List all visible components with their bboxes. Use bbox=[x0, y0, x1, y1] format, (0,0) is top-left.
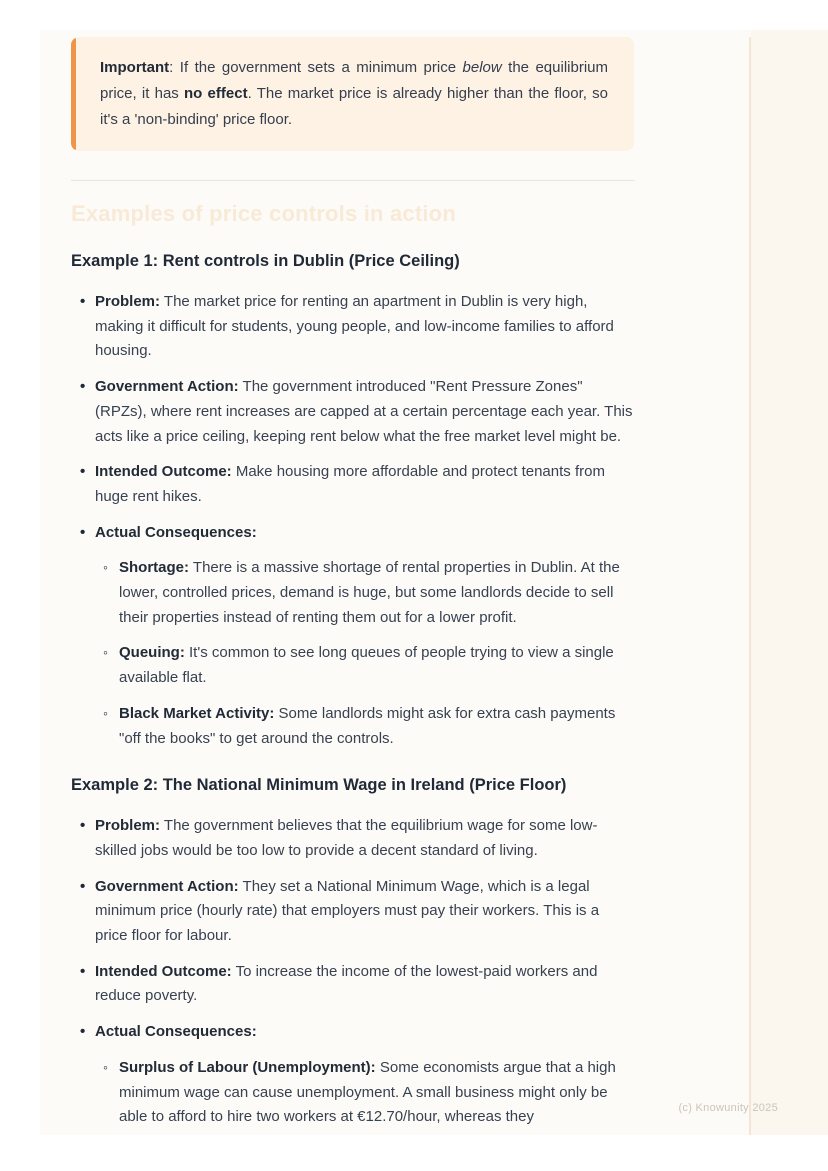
bullet-item-government-action bbox=[71, 875, 635, 949]
bullet-text: Make housing more affordable and protect tenants from huge rent hikes. bbox=[95, 463, 605, 505]
section-divider bbox=[71, 180, 635, 181]
bullet-label: Intended Outcome: bbox=[95, 463, 232, 481]
sub-bullet-text: It's common to see long queues of people trying to view a single available flat. bbox=[119, 644, 614, 687]
bullet-text: To increase the income of the lowest-paid workers and reduce poverty. bbox=[95, 962, 598, 1005]
callout-segment: . The market price is already higher than the floor, so it's a 'non-binding' price floor. bbox=[100, 85, 608, 128]
bullet-text: The government believes that the equilibrium wage for some low-skilled jobs would be too low to provide a decent standard of living. bbox=[95, 817, 598, 859]
bullet-label: Government Action: bbox=[95, 378, 239, 396]
example-1-heading: Example 1: Rent controls in Dublin (Price Ceiling) bbox=[71, 252, 460, 270]
bullet-item-problem bbox=[71, 290, 635, 364]
bullet-label: Actual Consequences: bbox=[95, 1023, 257, 1041]
bullet-item-problem bbox=[71, 814, 635, 863]
sub-bullet-label: Black Market Activity: bbox=[119, 704, 275, 722]
callout-accent-bar bbox=[71, 37, 76, 151]
example-1-list bbox=[71, 290, 635, 751]
callout-segment: the equilibrium price, it has bbox=[100, 59, 608, 102]
bullet-label: Actual Consequences: bbox=[95, 523, 257, 541]
sub-bullet-item-black-market bbox=[95, 702, 635, 751]
bullet-item-intended-outcome bbox=[71, 460, 635, 509]
sub-bullet-label: Surplus of Labour (Unemployment): bbox=[119, 1058, 376, 1076]
bullet-text: The market price for renting an apartment in Dublin is very high, making it difficult for students, young people, and low-income families to afford housing. bbox=[95, 293, 614, 360]
sub-bullet-item-surplus-of-labour bbox=[95, 1056, 635, 1130]
page-fold-line bbox=[749, 37, 751, 1135]
callout-text bbox=[100, 55, 608, 133]
bullet-text: They set a National Minimum Wage, which is a legal minimum price (hourly rate) that employers must pay their workers. This is a price floor for labour. bbox=[95, 877, 600, 945]
bullet-item-actual-consequences bbox=[71, 521, 635, 752]
example-2-list bbox=[71, 814, 635, 1130]
sub-bullet-label: Shortage: bbox=[119, 559, 190, 577]
bullet-label: Problem: bbox=[95, 293, 161, 310]
callout-segment: : If the government sets a minimum price bbox=[169, 59, 463, 76]
consequences-sublist bbox=[95, 556, 635, 751]
page-content bbox=[71, 37, 635, 1135]
copyright-watermark: (c) Knowunity 2025 bbox=[678, 1102, 778, 1114]
sub-bullet-item-queuing bbox=[95, 641, 635, 690]
consequences-sublist bbox=[95, 1056, 635, 1130]
notes-page bbox=[40, 30, 828, 1135]
bullet-label: Government Action: bbox=[95, 877, 239, 895]
bullet-item-government-action bbox=[71, 375, 635, 449]
sub-bullet-text: Some landlords might ask for extra cash payments "off the books" to get around the controls. bbox=[119, 704, 616, 747]
callout-label: Important bbox=[100, 59, 170, 76]
bullet-label: Intended Outcome: bbox=[95, 962, 232, 980]
sub-bullet-item-shortage bbox=[95, 556, 635, 630]
sub-bullet-text: Some economists argue that a high minimum wage can cause unemployment. A small business might only be able to afford to hire two workers at €12.70/hour, whereas they bbox=[119, 1058, 616, 1126]
example-2-heading: Example 2: The National Minimum Wage in Ireland (Price Floor) bbox=[71, 776, 567, 795]
sub-bullet-label: Queuing: bbox=[119, 644, 185, 662]
section-heading: Examples of price controls in action bbox=[71, 201, 456, 226]
sub-bullet-text: There is a massive shortage of rental properties in Dublin. At the lower, controlled prices, demand is huge, but some landlords decide to sell their properties instead of renting them out for a lower profit. bbox=[119, 559, 620, 626]
bullet-text: The government introduced "Rent Pressure Zones" (RPZs), where rent increases are capped at a certain percentage each year. This acts like a price ceiling, keeping rent below what the free market level might be. bbox=[95, 378, 633, 445]
bullet-label: Problem: bbox=[95, 817, 161, 835]
callout-bold-phrase: no effect bbox=[184, 85, 248, 102]
bullet-item-actual-consequences bbox=[71, 1020, 635, 1130]
page-right-margin bbox=[751, 30, 828, 1135]
important-callout bbox=[71, 37, 634, 151]
bullet-item-intended-outcome bbox=[71, 960, 635, 1009]
callout-italic-word: below bbox=[462, 59, 502, 76]
